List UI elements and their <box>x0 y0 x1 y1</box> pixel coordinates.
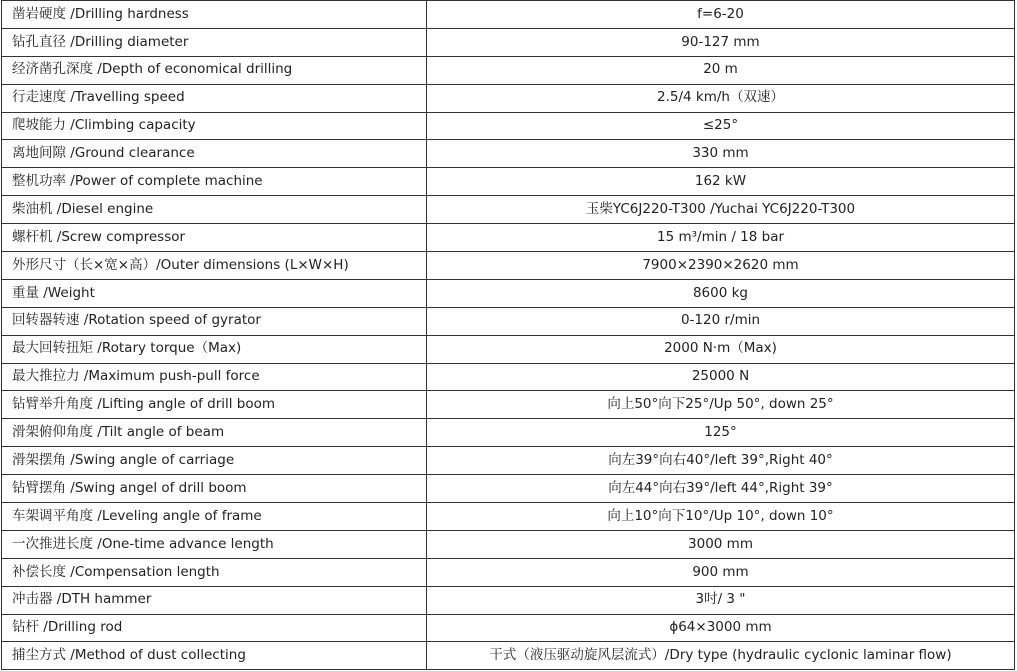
table-row <box>2 363 1015 391</box>
parameter-cell: 最大推拉力 /Maximum push-pull force <box>2 363 427 391</box>
value-cell: 玉柴YC6J220-T300 /Yuchai YC6J220-T300 <box>427 196 1015 224</box>
parameter-cell: 钻杆 /Drilling rod <box>2 614 427 642</box>
table-row <box>2 112 1015 140</box>
spec-table <box>1 0 1015 670</box>
value-cell: 干式（液压驱动旋风层流式）/Dry type (hydraulic cyclonic laminar flow) <box>427 642 1015 670</box>
table-row <box>2 56 1015 84</box>
table-row <box>2 503 1015 531</box>
value-cell: 125° <box>427 419 1015 447</box>
value-cell: 90-127 mm <box>427 28 1015 56</box>
parameter-cell: 离地间隙 /Ground clearance <box>2 140 427 168</box>
value-cell: f=6-20 <box>427 1 1015 29</box>
parameter-cell: 钻臂举升角度 /Lifting angle of drill boom <box>2 391 427 419</box>
table-row <box>2 614 1015 642</box>
table-row <box>2 419 1015 447</box>
spec-table-body <box>2 1 1015 670</box>
parameter-cell: 回转器转速 /Rotation speed of gyrator <box>2 307 427 335</box>
parameter-cell: 行走速度 /Travelling speed <box>2 84 427 112</box>
table-row <box>2 168 1015 196</box>
table-row <box>2 140 1015 168</box>
value-cell: 8600 kg <box>427 279 1015 307</box>
value-cell: 3000 mm <box>427 530 1015 558</box>
parameter-cell: 螺杆机 /Screw compressor <box>2 224 427 252</box>
table-row <box>2 307 1015 335</box>
value-cell: 162 kW <box>427 168 1015 196</box>
value-cell: 7900×2390×2620 mm <box>427 252 1015 280</box>
table-row <box>2 335 1015 363</box>
parameter-cell: 经济凿孔深度 /Depth of economical drilling <box>2 56 427 84</box>
parameter-cell: 冲击器 /DTH hammer <box>2 586 427 614</box>
value-cell: 2.5/4 km/h（双速） <box>427 84 1015 112</box>
table-row <box>2 279 1015 307</box>
parameter-cell: 外形尺寸（长×宽×高）/Outer dimensions (L×W×H) <box>2 252 427 280</box>
value-cell: 3吋/ 3 " <box>427 586 1015 614</box>
parameter-cell: 滑架摆角 /Swing angle of carriage <box>2 447 427 475</box>
table-row <box>2 84 1015 112</box>
value-cell: 0-120 r/min <box>427 307 1015 335</box>
value-cell: 20 m <box>427 56 1015 84</box>
value-cell: ≤25° <box>427 112 1015 140</box>
parameter-cell: 补偿长度 /Compensation length <box>2 558 427 586</box>
value-cell: 330 mm <box>427 140 1015 168</box>
table-row <box>2 391 1015 419</box>
value-cell: 向上50°向下25°/Up 50°, down 25° <box>427 391 1015 419</box>
parameter-cell: 一次推进长度 /One-time advance length <box>2 530 427 558</box>
table-row <box>2 642 1015 670</box>
table-row <box>2 252 1015 280</box>
parameter-cell: 重量 /Weight <box>2 279 427 307</box>
value-cell: ϕ64×3000 mm <box>427 614 1015 642</box>
table-row <box>2 224 1015 252</box>
parameter-cell: 爬坡能力 /Climbing capacity <box>2 112 427 140</box>
parameter-cell: 最大回转扭矩 /Rotary torque（Max) <box>2 335 427 363</box>
table-row <box>2 1 1015 29</box>
value-cell: 向左39°向右40°/left 39°,Right 40° <box>427 447 1015 475</box>
value-cell: 900 mm <box>427 558 1015 586</box>
value-cell: 25000 N <box>427 363 1015 391</box>
table-row <box>2 28 1015 56</box>
table-row <box>2 530 1015 558</box>
parameter-cell: 滑架俯仰角度 /Tilt angle of beam <box>2 419 427 447</box>
parameter-cell: 整机功率 /Power of complete machine <box>2 168 427 196</box>
value-cell: 2000 N·m（Max) <box>427 335 1015 363</box>
value-cell: 向上10°向下10°/Up 10°, down 10° <box>427 503 1015 531</box>
parameter-cell: 捕尘方式 /Method of dust collecting <box>2 642 427 670</box>
parameter-cell: 车架调平角度 /Leveling angle of frame <box>2 503 427 531</box>
parameter-cell: 凿岩硬度 /Drilling hardness <box>2 1 427 29</box>
table-row <box>2 586 1015 614</box>
parameter-cell: 柴油机 /Diesel engine <box>2 196 427 224</box>
table-row <box>2 475 1015 503</box>
parameter-cell: 钻孔直径 /Drilling diameter <box>2 28 427 56</box>
value-cell: 向左44°向右39°/left 44°,Right 39° <box>427 475 1015 503</box>
table-row <box>2 447 1015 475</box>
parameter-cell: 钻臂摆角 /Swing angel of drill boom <box>2 475 427 503</box>
table-row <box>2 558 1015 586</box>
value-cell: 15 m³/min / 18 bar <box>427 224 1015 252</box>
table-row <box>2 196 1015 224</box>
